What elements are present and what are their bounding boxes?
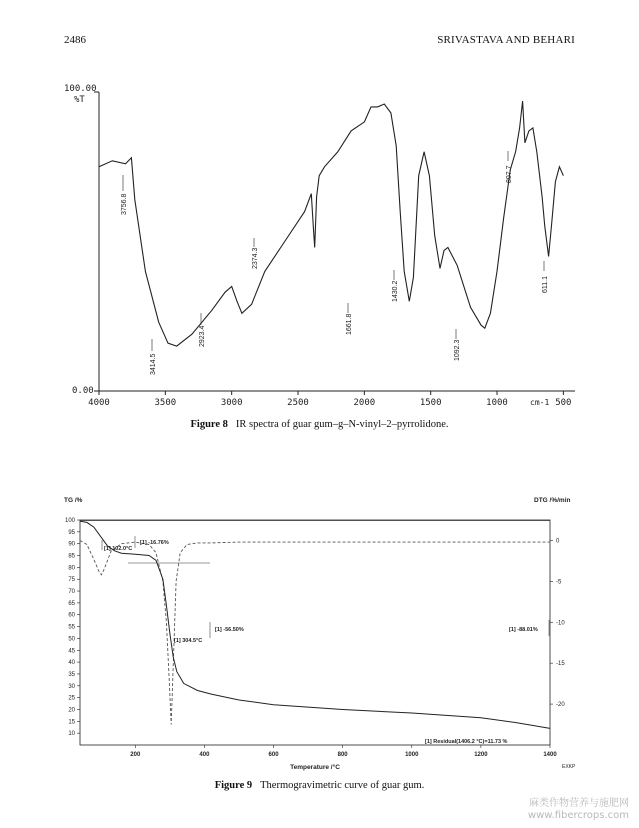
figure8-caption <box>0 419 639 430</box>
tg-y-tick-label-50: 50 <box>68 636 75 643</box>
tg-y-tick-label-15: 15 <box>68 719 75 726</box>
annotation-102c-label: [1] 102.0°C <box>104 546 133 552</box>
ir-x-tick-label-4000: 4000 <box>88 398 110 408</box>
ir-x-tick-label-3500: 3500 <box>154 398 177 408</box>
watermark <box>528 798 629 822</box>
temp-x-tick-label-1400: 1400 <box>543 752 557 758</box>
figure9-label: Figure 9 <box>214 780 253 791</box>
peak-2374 <box>252 238 259 269</box>
temp-x-tick-label-600: 600 <box>268 752 279 758</box>
tg-y-tick-label-20: 20 <box>68 707 75 714</box>
temp-x-tick-label-800: 800 <box>337 752 348 758</box>
annotation-mass-loss-1 <box>135 536 169 548</box>
figure9-caption <box>0 780 639 791</box>
dtg-y-tick-label-0: 0 <box>556 538 560 545</box>
peak-3756 <box>121 175 128 215</box>
annotation-mass-loss-2 <box>210 622 244 638</box>
peak-1661 <box>346 303 353 335</box>
ir-x-tick-label-500: 500 <box>555 398 572 408</box>
peak-label-807: 807.7 <box>506 165 513 183</box>
tg-y-tick-label-45: 45 <box>68 648 75 655</box>
temp-x-tick-label-400: 400 <box>199 752 210 758</box>
ir-spectrum-chart <box>0 75 639 410</box>
annotation-residual-label: [1] Residual(1406.2 °C)=11.73 % <box>425 739 508 745</box>
ir-y-unit: %T <box>74 95 85 105</box>
figure8-label: Figure 8 <box>190 419 228 430</box>
annotation-mass-loss-total-label: [1] -88.01% <box>509 627 538 633</box>
tg-y-tick-label-35: 35 <box>68 671 75 678</box>
tg-y-tick-label-95: 95 <box>68 529 75 536</box>
peak-label-1430: 1430.2 <box>392 280 399 302</box>
tg-y-tick-label-30: 30 <box>68 683 75 690</box>
peak-label-611: 611.1 <box>542 276 549 293</box>
tg-y-tick-label-40: 40 <box>68 660 75 667</box>
peak-label-3414: 3414.5 <box>150 353 157 375</box>
tga-plot-frame <box>80 520 550 745</box>
tg-y-tick-label-85: 85 <box>68 553 75 560</box>
ir-spectrum-line <box>99 101 563 346</box>
temp-x-tick-label-200: 200 <box>130 752 141 758</box>
peak-611 <box>542 261 549 293</box>
ir-x-tick-label-1000: 1000 <box>486 398 508 408</box>
annotation-mass-loss-1-label: [1] -16.76% <box>140 540 169 546</box>
dtg-y-tick-label--20: -20 <box>556 702 565 709</box>
tg-axis-title: TG /% <box>64 497 83 504</box>
ir-y-top-label: 100.00 <box>64 84 97 94</box>
tg-y-tick-label-80: 80 <box>68 565 75 572</box>
annotation-residual <box>425 739 508 745</box>
running-head: SRIVASTAVA AND BEHARI <box>437 34 575 46</box>
dtg-y-tick-label--15: -15 <box>556 661 565 668</box>
tg-y-tick-label-60: 60 <box>68 612 75 619</box>
annotation-304c <box>174 638 202 644</box>
peak-label-2923: 2923.4 <box>199 325 206 347</box>
peak-label-3756: 3756.8 <box>121 193 128 215</box>
tg-y-tick-label-55: 55 <box>68 624 75 631</box>
dtg-curve <box>80 541 550 725</box>
figure9-caption-text: Thermogravimetric curve of guar gum. <box>260 780 425 791</box>
temperature-axis-title: Temperature /°C <box>290 764 340 771</box>
watermark-line1: 麻类作物营养与施肥网 <box>529 798 629 809</box>
peak-label-1092: 1092.3 <box>454 339 461 361</box>
figure8-caption-text: IR spectra of guar gum–g–N-vinyl–2–pyrrolidone. <box>235 419 449 430</box>
ir-x-tick-label-3000: 3000 <box>220 398 243 408</box>
ir-x-tick-label-2000: 2000 <box>353 398 376 408</box>
ir-x-tick-label-2500: 2500 <box>287 398 309 408</box>
annotation-102c <box>102 540 132 552</box>
ir-y-bottom-label: 0.00 <box>72 386 94 396</box>
watermark-line2: www.fibercrops.com <box>527 810 629 821</box>
peak-1092 <box>454 329 461 361</box>
dtg-axis-title: DTG /%/min <box>534 497 571 504</box>
dtg-y-tick-label--5: -5 <box>556 579 562 586</box>
exkp-tag: EXKP <box>562 764 576 770</box>
ir-x-tick-label-1500: 1500 <box>419 398 442 408</box>
tg-y-tick-label-90: 90 <box>68 541 75 548</box>
tg-y-tick-label-25: 25 <box>68 695 75 702</box>
dtg-y-tick-label--10: -10 <box>556 620 565 627</box>
peak-label-1661: 1661.8 <box>346 313 353 335</box>
tg-y-tick-label-70: 70 <box>68 589 75 596</box>
tg-y-tick-label-75: 75 <box>68 577 75 584</box>
temp-x-tick-label-1000: 1000 <box>405 752 419 758</box>
annotation-mass-loss-2-label: [1] -56.50% <box>215 627 244 633</box>
tg-curve <box>80 521 550 728</box>
peak-3414 <box>150 339 157 375</box>
temp-x-tick-label-1200: 1200 <box>474 752 488 758</box>
ir-x-unit: cm-1 <box>530 398 550 407</box>
tg-y-tick-label-100: 100 <box>64 518 75 524</box>
peak-label-2374: 2374.3 <box>252 247 259 269</box>
tg-y-tick-label-10: 10 <box>68 731 75 738</box>
annotation-304c-label: [1] 304.5°C <box>174 638 203 644</box>
annotation-mass-loss-total <box>509 620 549 636</box>
page-number: 2486 <box>64 34 86 46</box>
tg-y-tick-label-65: 65 <box>68 600 75 607</box>
peak-807 <box>506 151 513 183</box>
tga-chart <box>0 490 639 780</box>
peak-1430 <box>392 270 399 302</box>
